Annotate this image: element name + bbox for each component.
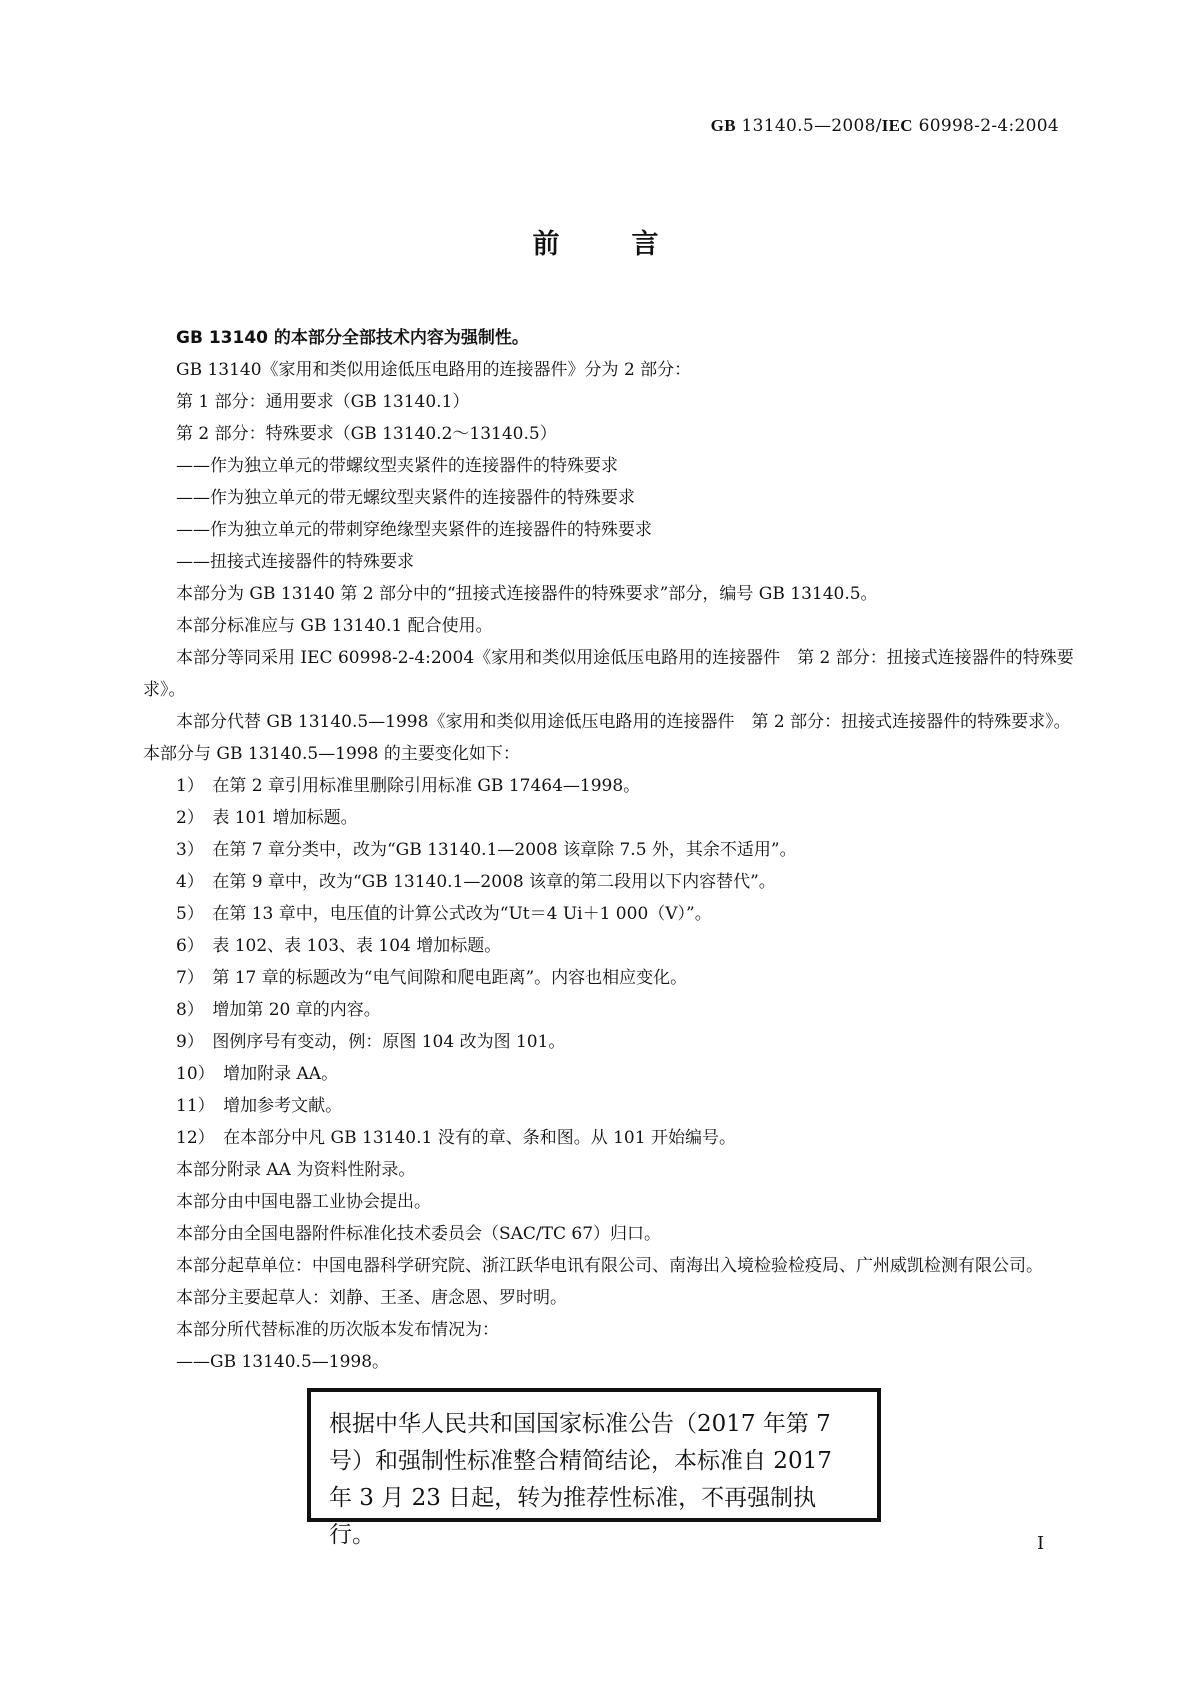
change-item: 12） 在本部分中凡 GB 13140.1 没有的章、条和图。从 101 开始编号。 [176,1128,736,1148]
paragraph: 第 1 部分：通用要求（GB 13140.1） [176,392,470,412]
paragraph: 本部分所代替标准的历次版本发布情况为： [176,1320,499,1340]
paragraph: 本部分由全国电器附件标准化技术委员会（SAC/TC 67）归口。 [176,1224,662,1244]
change-item: 3） 在第 7 章分类中，改为“GB 13140.1—2008 该章除 7.5 外，其余不适用”。 [176,840,797,860]
standard-prefix: GB [710,116,736,135]
paragraph: 本部分标准应与 GB 13140.1 配合使用。 [176,616,493,636]
list-item: ——作为独立单元的带刺穿绝缘型夹紧件的连接器件的特殊要求 [176,520,652,540]
list-item: ——作为独立单元的带无螺纹型夹紧件的连接器件的特殊要求 [176,488,635,508]
paragraph: GB 13140 的本部分全部技术内容为强制性。 [176,328,529,348]
list-item: ——GB 13140.5—1998。 [176,1352,390,1372]
paragraph: 本部分为 GB 13140 第 2 部分中的“扭接式连接器件的特殊要求”部分，编号 GB 13140.5。 [176,584,878,604]
change-item: 9） 图例序号有变动，例：原图 104 改为图 101。 [176,1032,566,1052]
change-item: 6） 表 102、表 103、表 104 增加标题。 [176,936,502,956]
status-notice-box: 根据中华人民共和国国家标准公告（2017 年第 7 号）和强制性标准整合精简结论，本标准自 2017 年 3 月 23 日起，转为推荐性标准，不再强制执行。 [307,1388,881,1522]
iec-prefix: IEC [881,116,913,135]
list-item: ——扭接式连接器件的特殊要求 [176,552,414,572]
list-item: ——作为独立单元的带螺纹型夹紧件的连接器件的特殊要求 [176,456,618,476]
paragraph: GB 13140《家用和类似用途低压电路用的连接器件》分为 2 部分： [176,360,692,380]
paragraph: 本部分代替 GB 13140.5—1998《家用和类似用途低压电路用的连接器件 第 2 部分：扭接式连接器件的特殊要求》。本部分与 GB 13140.5—1998 的主要变化如下： [143,712,1071,764]
change-item: 4） 在第 9 章中，改为“GB 13140.1—2008 该章的第二段用以下内容替代”。 [176,872,776,892]
paragraph: 本部分附录 AA 为资料性附录。 [176,1160,416,1180]
paragraph: 本部分起草单位：中国电器科学研究院、浙江跃华电讯有限公司、南海出入境检验检疫局、广州威凯检测有限公司。 [176,1256,1043,1276]
paragraph: 本部分等同采用 IEC 60998-2-4:2004《家用和类似用途低压电路用的连接器件 第 2 部分：扭接式连接器件的特殊要求》。 [143,648,1074,700]
change-item: 7） 第 17 章的标题改为“电气间隙和爬电距离”。内容也相应变化。 [176,968,688,988]
paragraph: 本部分主要起草人：刘静、王圣、唐念恩、罗时明。 [176,1288,567,1308]
page-number: I [1037,1533,1045,1554]
standard-number: 13140.5—2008/ [735,116,882,136]
change-item: 11） 增加参考文献。 [176,1096,343,1116]
foreword-body [143,322,1076,1378]
page-title: 前言 [532,229,731,260]
paragraph: 本部分由中国电器工业协会提出。 [176,1192,431,1212]
change-item: 5） 在第 13 章中，电压值的计算公式改为“Ut＝4 Ui＋1 000（V）”。 [176,904,712,924]
change-item: 1） 在第 2 章引用标准里删除引用标准 GB 17464—1998。 [176,776,641,796]
change-item: 10） 增加附录 AA。 [176,1064,339,1084]
change-item: 8） 增加第 20 章的内容。 [176,1000,381,1020]
change-item: 2） 表 101 增加标题。 [176,808,358,828]
iec-number: 60998-2-4:2004 [912,116,1059,136]
paragraph: 第 2 部分：特殊要求（GB 13140.2～13140.5） [176,424,557,444]
document-header [711,116,1059,136]
